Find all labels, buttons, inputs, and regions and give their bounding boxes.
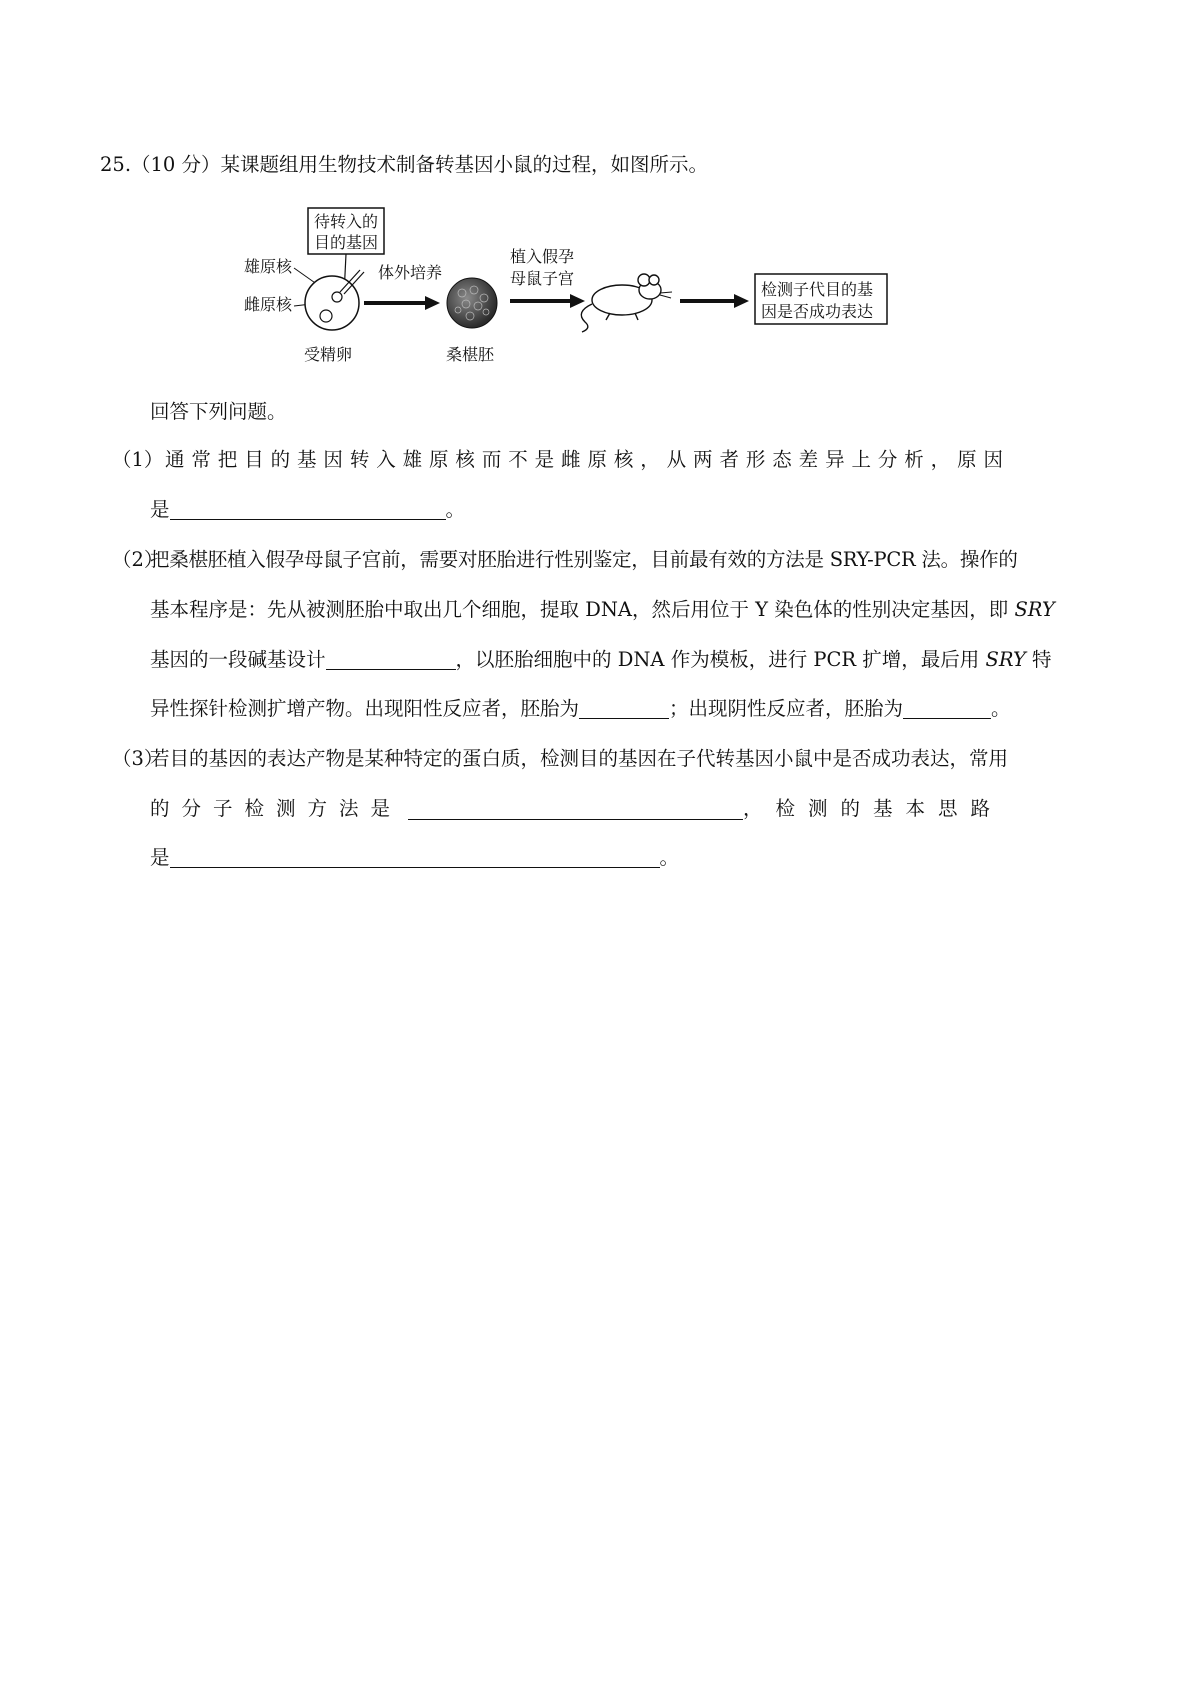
q3-line2-text-b: ，检测的基本思路 <box>742 797 1003 820</box>
q2-line4-text-b: ；出现阴性反应者，胚胎为 <box>669 697 904 720</box>
q2-sry-term-2: SRY <box>985 648 1026 671</box>
female-pronucleus-label: 雌原核 <box>244 295 293 314</box>
question-stem: 某课题组用生物技术制备转基因小鼠的过程，如图所示。 <box>220 153 709 176</box>
q2-positive-blank[interactable] <box>579 698 669 719</box>
q3-answer-suffix: 。 <box>659 846 680 869</box>
detect-box-line1: 检测子代目的基 <box>761 280 874 299</box>
mouse-icon <box>581 274 672 332</box>
q2-sry-term: SRY <box>1014 598 1055 621</box>
q2-line3 <box>150 645 1052 675</box>
q1-answer-prefix: 是 <box>150 498 170 521</box>
q2-label: （2） <box>112 548 164 571</box>
question-number: 25. <box>100 153 132 176</box>
q1-answer-suffix: 。 <box>445 498 466 521</box>
transgenic-mouse-diagram <box>240 200 960 370</box>
implant-label-1: 植入假孕 <box>510 247 575 266</box>
fertilized-egg-shape <box>305 276 359 330</box>
gene-box-line1: 待转入的 <box>314 212 379 231</box>
detect-box-line2: 因是否成功表达 <box>761 302 874 321</box>
implant-label-2: 母鼠子宫 <box>510 269 575 288</box>
q2-line3-text-c: 特 <box>1025 648 1052 671</box>
arrow-1-head <box>425 296 440 310</box>
q2-line3-text-a: 基因的一段碱基设计 <box>150 648 326 671</box>
question-score: （10 分） <box>131 153 221 176</box>
male-pronucleus-label: 雄原核 <box>244 257 293 276</box>
q1-line2 <box>150 495 465 525</box>
q1-line1: 通常把目的基因转入雄原核而不是雌原核，从两者形态差异上分析，原因 <box>165 448 1003 471</box>
q3-line2 <box>150 794 1003 824</box>
prompt: 回答下列问题。 <box>150 400 287 423</box>
q1-answer-blank[interactable] <box>170 499 446 520</box>
male-pronucleus-shape <box>332 292 342 302</box>
question-header <box>100 150 708 180</box>
gene-box-line2: 目的基因 <box>314 233 379 252</box>
q1-label: （1） <box>112 448 164 471</box>
culture-label: 体外培养 <box>378 263 443 282</box>
arrow-3-head <box>734 294 749 308</box>
q2-line3-text-b: ，以胚胎细胞中的 DNA 作为模板，进行 PCR 扩增，最后用 <box>455 648 986 671</box>
q3-line1: 若目的基因的表达产物是某种特定的蛋白质，检测目的基因在子代转基因小鼠中是否成功表达，常用 <box>150 747 1009 770</box>
morula-shape <box>447 278 497 328</box>
q2-line2 <box>150 595 1055 625</box>
q3-label: （3） <box>112 747 164 770</box>
q3-method-blank[interactable] <box>408 799 743 820</box>
q3-idea-blank[interactable] <box>170 847 660 868</box>
q2-line4 <box>150 694 1011 724</box>
female-pronucleus-shape <box>320 310 332 322</box>
q2-line4-text-c: 。 <box>991 697 1011 720</box>
fertilized-egg-label: 受精卵 <box>304 345 353 364</box>
q3-answer-prefix: 是 <box>150 846 170 869</box>
q3-line3 <box>150 843 679 873</box>
morula-label: 桑椹胚 <box>446 345 495 364</box>
q3-line2-text-a: 的分子检测方法是 <box>150 797 403 820</box>
q2-line4-text-a: 异性探针检测扩增产物。出现阳性反应者，胚胎为 <box>150 697 580 720</box>
q2-line2-text: 基本程序是：先从被测胚胎中取出几个细胞，提取 DNA，然后用位于 Y 染色体的性别决定基因，即 <box>150 598 1015 621</box>
q2-primer-blank[interactable] <box>326 649 456 670</box>
arrow-2-head <box>570 294 585 308</box>
q2-negative-blank[interactable] <box>903 698 991 719</box>
q2-line1: 把桑椹胚植入假孕母鼠子宫前，需要对胚胎进行性别鉴定，目前最有效的方法是 SRY-PCR 法。操作的 <box>150 548 1018 571</box>
